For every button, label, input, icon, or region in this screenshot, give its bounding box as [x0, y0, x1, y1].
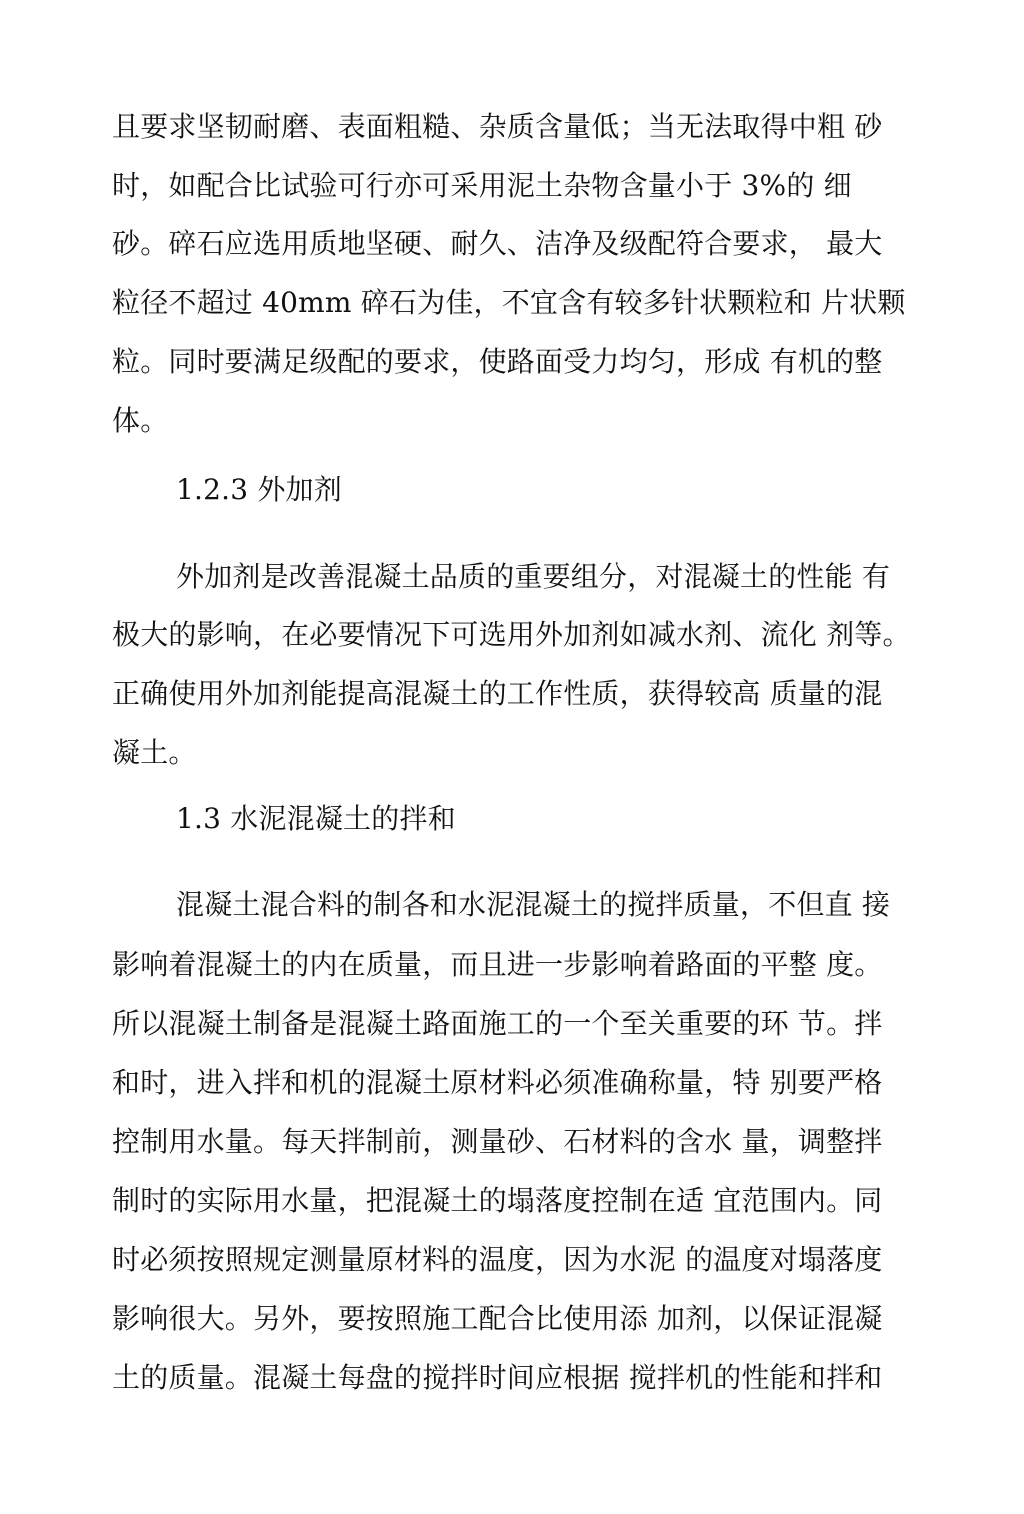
text-line: 所以混凝土制备是混凝土路面施工的一个至关重要的环 节。拌 [112, 1007, 883, 1040]
text-line: 极大的影响，在必要情况下可选用外加剂如减水剂、流化 剂等。 [112, 618, 911, 651]
text-line: 土的质量。混凝土每盘的搅拌时间应根据 搅拌机的性能和拌和 [112, 1361, 883, 1394]
text-line: 控制用水量。每天拌制前，测量砂、石材料的含水 量，调整拌 [112, 1125, 883, 1158]
section-heading: 1.2.3 外加剂 [176, 473, 342, 506]
text-line: 砂。碎石应选用质地坚硬、耐久、洁净及级配符合要求， 最大 [112, 227, 883, 260]
text-line: 体。 [112, 404, 169, 437]
text-line: 凝土。 [112, 736, 197, 769]
text-line: 影响很大。另外，要按照施工配合比使用添 加剂，以保证混凝 [112, 1302, 883, 1335]
text-line: 正确使用外加剂能提高混凝土的工作性质，获得较高 质量的混 [112, 677, 883, 710]
text-line: 粒径不超过 40mm 碎石为佳，不宜含有较多针状颗粒和 片状颗 [112, 286, 906, 319]
text-line: 影响着混凝土的内在质量，而且进一步影响着路面的平整 度。 [112, 948, 883, 981]
text-line: 粒。同时要满足级配的要求，使路面受力均匀，形成 有机的整 [112, 345, 883, 378]
text-line: 时，如配合比试验可行亦可采用泥土杂物含量小于 3%的 细 [112, 169, 852, 202]
text-line: 制时的实际用水量，把混凝土的塌落度控制在适 宜范围内。同 [112, 1184, 883, 1217]
section-heading: 1.3 水泥混凝土的拌和 [176, 802, 456, 835]
text-line: 混凝土混合料的制各和水泥混凝土的搅拌质量，不但直 接 [176, 888, 891, 921]
text-line: 外加剂是改善混凝土品质的重要组分，对混凝土的性能 有 [176, 560, 891, 593]
text-line: 且要求坚韧耐磨、表面粗糙、杂质含量低；当无法取得中粗 砂 [112, 110, 883, 143]
text-line: 和时，进入拌和机的混凝土原材料必须准确称量，特 别要严格 [112, 1066, 883, 1099]
text-line: 时必须按照规定测量原材料的温度，因为水泥 的温度对塌落度 [112, 1243, 883, 1276]
